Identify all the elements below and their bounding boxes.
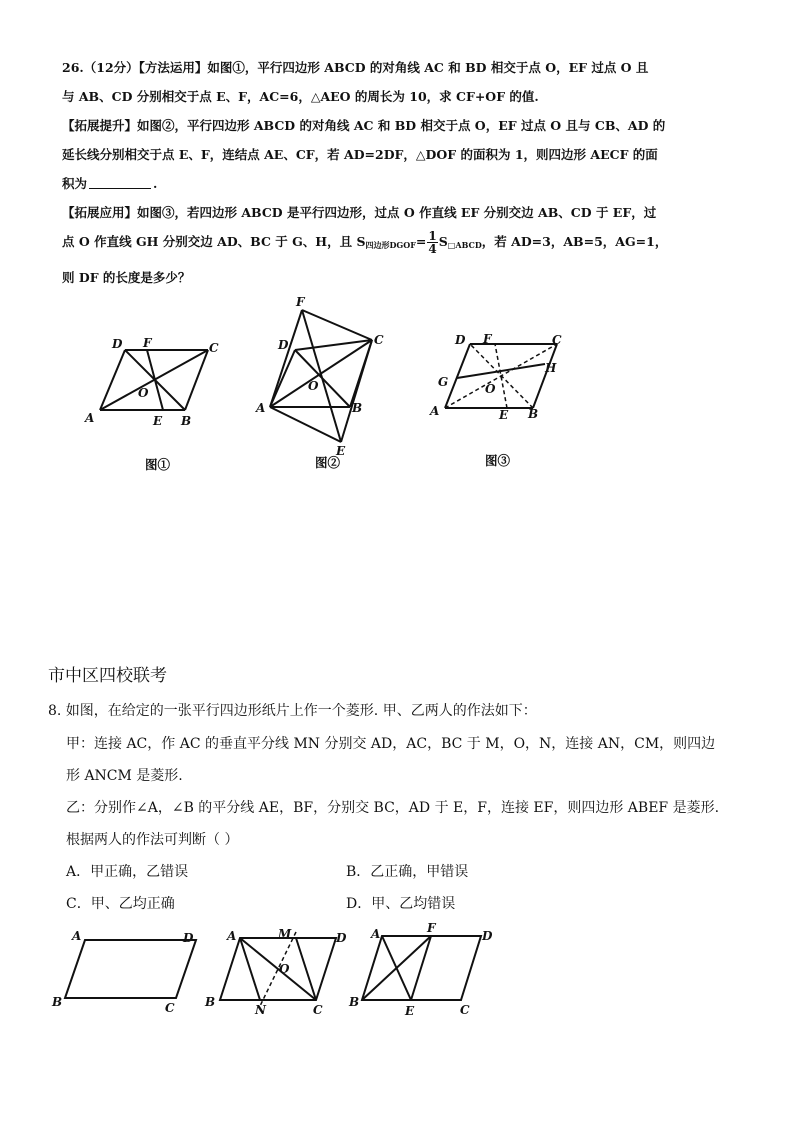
fig3-label-c: C — [552, 333, 562, 347]
q8-fig3-label-e: E — [405, 1004, 415, 1018]
fig1-segment-ef — [147, 350, 163, 410]
fig1-label-d: D — [112, 337, 123, 351]
q8-line-1: 8. 如图，在给定的一张平行四边形纸片上作一个菱形. 甲、乙两人的作法如下： — [48, 703, 537, 719]
fraction-numerator: 1 — [428, 229, 437, 243]
q26-line-7-text: 点 O 作直线 GH 分别交边 AD、BC 于 G、H，且 S — [62, 234, 366, 249]
q8-fig2-diagonal-ac — [240, 938, 316, 1000]
q26-line-5 — [62, 174, 157, 192]
q8-fig3-label-b: B — [349, 995, 360, 1009]
fig2-segment-fe — [302, 310, 341, 442]
q8-figure-method-jia — [200, 926, 360, 1018]
fig3-label-a: A — [430, 404, 440, 418]
q8-line-3: 形 ANCM 是菱形. — [66, 768, 183, 784]
q8-fig2-label-o: O — [279, 962, 290, 976]
fig2-label-a: A — [256, 401, 266, 415]
figure-1-caption: 图① — [145, 457, 171, 472]
q8-fig3-label-c: C — [460, 1003, 470, 1017]
fig1-label-e: E — [153, 414, 163, 428]
fig3-label-g: G — [438, 375, 449, 389]
equals-sign: = — [415, 234, 427, 249]
q8-figure-parallelogram — [50, 926, 210, 1018]
figure-3-caption: 图③ — [485, 453, 511, 468]
fig1-label-c: C — [209, 341, 219, 355]
fig1-label-b: B — [181, 414, 192, 428]
q8-fig2-label-a: A — [227, 929, 237, 943]
fig3-label-e: E — [499, 408, 509, 422]
q8-fig1-parallelogram-outline — [65, 940, 196, 998]
fig3-label-o: O — [485, 382, 496, 396]
q26-line-3: 【拓展提升】如图②，平行四边形 ABCD 的对角线 AC 和 BD 相交于点 O，EF 过点 O 且与 CB、AD 的 — [62, 118, 666, 133]
q8-fig2-label-b: B — [205, 995, 216, 1009]
q8-fig2-label-m: M — [278, 927, 292, 941]
q26-line-2: 与 AB、CD 分别相交于点 E、F，AC=6，△AEO 的周长为 10，求 CF+OF 的值. — [62, 89, 539, 104]
option-d[interactable]: D．甲、乙均错误 — [346, 896, 456, 912]
q26-line-7-rest: ，若 AD=3，AB=5，AG=1， — [481, 234, 668, 249]
figure-3-parallelogram — [425, 330, 570, 425]
option-a[interactable]: A．甲正确，乙错误 — [66, 864, 189, 880]
q8-fig3-label-f: F — [427, 921, 436, 935]
q8-fig1-label-c: C — [165, 1001, 175, 1015]
q8-fig2-label-d: D — [336, 931, 347, 945]
section-heading: 市中区四校联考 — [48, 666, 167, 686]
area-subscript-abcd: □ABCD — [447, 240, 482, 250]
fig3-label-f: F — [483, 332, 492, 346]
option-b[interactable]: B．乙正确，甲错误 — [346, 864, 469, 880]
figure-2-caption: 图② — [315, 455, 341, 470]
fraction-one-quarter — [427, 230, 437, 255]
q8-fig2-label-c: C — [313, 1003, 323, 1017]
q8-fig1-label-b: B — [52, 995, 63, 1009]
q26-line-1: 26.（12分）【方法运用】如图①，平行四边形 ABCD 的对角线 AC 和 BD 相交于点 O，EF 过点 O 且 — [62, 60, 649, 75]
q8-fig3-label-d: D — [482, 929, 493, 943]
figure-2-parallelogram — [250, 292, 390, 457]
option-c[interactable]: C．甲、乙均正确 — [66, 896, 175, 912]
fig3-side-bc — [533, 344, 557, 408]
fig2-extension-da — [270, 310, 302, 407]
fig3-label-d: D — [455, 333, 466, 347]
fig1-label-f: F — [143, 336, 152, 350]
fig1-label-a: A — [85, 411, 95, 425]
q8-fig1-label-d: D — [183, 931, 194, 945]
q26-line-5-text: 积为 — [62, 176, 88, 191]
fig3-label-h: H — [545, 361, 557, 375]
q26-line-7 — [62, 230, 667, 255]
q26-line-4: 延长线分别相交于点 E、F，连结点 AE、CF，若 AD=2DF，△DOF 的面积为 1，则四边形 AECF 的面 — [62, 147, 658, 162]
fig1-side-da — [100, 350, 125, 410]
fig2-extension-cb — [341, 340, 372, 442]
q8-line-5: 根据两人的作法可判断（ ） — [66, 832, 239, 848]
fig3-diagonal-bd — [470, 344, 533, 408]
q8-line-4: 乙：分别作∠A，∠B 的平分线 AE，BF，分别交 BC，AD 于 E，F，连接 EF，则四边形 ABEF 是菱形. — [66, 800, 720, 816]
fraction-denominator: 4 — [428, 242, 437, 256]
fig2-label-f: F — [296, 295, 305, 309]
q8-fig2-label-n: N — [255, 1003, 266, 1017]
q26-line-8: 则 DF 的长度是多少？ — [62, 270, 191, 285]
area-symbol: S — [438, 234, 448, 249]
q26-line-6: 【拓展应用】如图③，若四边形 ABCD 是平行四边形，过点 O 作直线 EF 分别交边 AB、CD 于 EF，过 — [62, 205, 657, 220]
fig1-side-bc — [185, 350, 208, 410]
fig2-label-d: D — [278, 338, 289, 352]
q8-figure-method-yi — [345, 920, 505, 1018]
answer-blank[interactable] — [89, 176, 151, 189]
fig2-label-o: O — [308, 379, 319, 393]
fig2-segment-ae — [270, 407, 341, 442]
area-subscript-dgof: 四边形DGOF — [365, 240, 416, 250]
q26-line-5-end: . — [153, 176, 158, 191]
fig2-segment-cf — [302, 310, 372, 340]
q8-fig1-label-a: A — [72, 929, 82, 943]
fig3-label-b: B — [528, 407, 539, 421]
q8-fig3-label-a: A — [371, 927, 381, 941]
figure-1-parallelogram — [80, 330, 230, 435]
q8-line-2: 甲：连接 AC，作 AC 的垂直平分线 MN 分别交 AD，AC，BC 于 M，O，N，连接 AN，CM，则四边 — [66, 736, 716, 752]
fig2-label-b: B — [352, 401, 363, 415]
fig2-label-c: C — [374, 333, 384, 347]
fig1-label-o: O — [138, 386, 149, 400]
fig2-label-e: E — [336, 444, 346, 457]
